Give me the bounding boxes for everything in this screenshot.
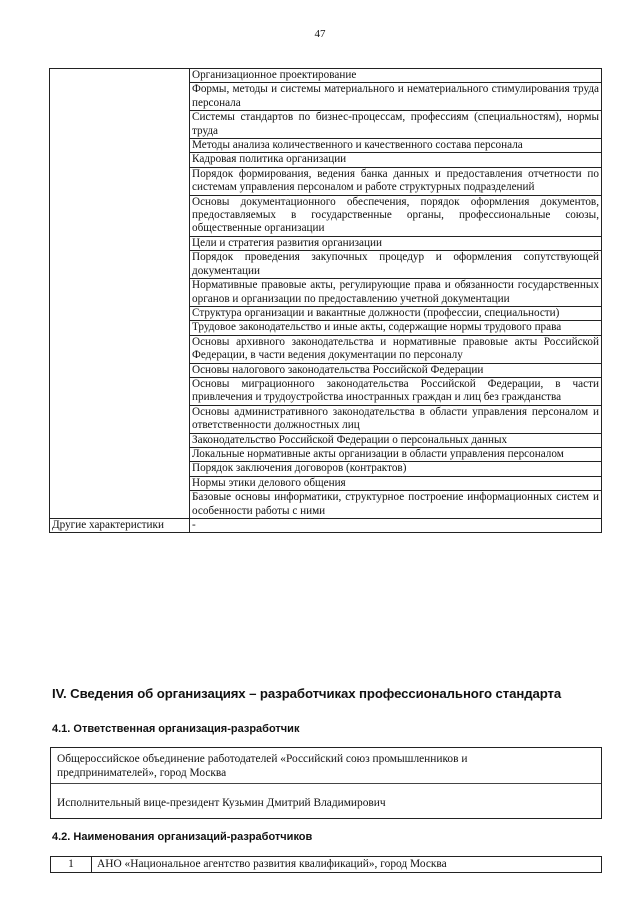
knowledge-label-cell [50,69,190,519]
knowledge-item: Нормы этики делового общения [190,476,602,490]
knowledge-item: Порядок заключения договоров (контрактов) [190,462,602,476]
responsible-org-heading: 4.1. Ответственная организация-разработчик [52,723,300,735]
knowledge-table-body [50,69,602,519]
knowledge-item: Трудовое законодательство и иные акты, содержащие нормы трудового права [190,321,602,335]
knowledge-row [50,69,602,83]
responsible-org-name-line2: предпринимателей», город Москва [57,767,227,779]
knowledge-item: Основы архивного законодательства и нормативные правовые акты Российской Федерации, в части ведения документации по персоналу [190,335,602,363]
page-number: 47 [314,28,326,40]
knowledge-item: Кадровая политика организации [190,153,602,167]
box-divider [51,783,601,784]
required-knowledge-table [49,68,602,533]
knowledge-item: Основы административного законодательства в области управления персоналом и ответственности должностных лиц [190,405,602,433]
other-characteristics-row [50,519,602,533]
other-characteristics-value: - [190,519,602,533]
section-title: IV. Сведения об организациях – разработчиках профессионального стандарта [52,686,562,701]
org-number: 1 [68,858,74,870]
knowledge-item: Локальные нормативные акты организации в области управления персоналом [190,447,602,461]
executive-signatory: Исполнительный вице-президент Кузьмин Дмитрий Владимирович [57,797,386,809]
responsible-org-name-line1: Общероссийское объединение работодателей «Российский союз промышленников и [57,753,468,765]
knowledge-item: Порядок формирования, ведения банка данных и предоставления отчетности по системам управления персоналом и работе структурных подразделений [190,167,602,195]
knowledge-item: Цели и стратегия развития организации [190,236,602,250]
responsible-org-box [50,747,602,819]
knowledge-item: Методы анализа количественного и качественного состава персонала [190,139,602,153]
developer-orgs-table [50,856,602,873]
developer-orgs-heading: 4.2. Наименования организаций-разработчиков [52,831,313,843]
knowledge-item: Основы миграционного законодательства Российской Федерации, в части привлечения и трудоустройства иностранных граждан и лиц без гражданства [190,377,602,405]
knowledge-item: Законодательство Российской Федерации о персональных данных [190,433,602,447]
knowledge-item: Структура организации и вакантные должности (профессии, специальности) [190,306,602,320]
knowledge-item: Нормативные правовые акты, регулирующие права и обязанности государственных органов и организации по предоставлению учетной документации [190,279,602,307]
knowledge-item: Порядок проведения закупочных процедур и оформления сопутствующей документации [190,251,602,279]
knowledge-item: Формы, методы и системы материального и нематериального стимулирования труда персонала [190,83,602,111]
other-characteristics-label: Другие характеристики [50,519,190,533]
column-divider [91,857,92,872]
knowledge-item: Организационное проектирование [190,69,602,83]
knowledge-item: Системы стандартов по бизнес-процессам, профессиям (специальностям), нормы труда [190,111,602,139]
knowledge-item: Базовые основы информатики, структурное построение информационных систем и особенности работы с ними [190,491,602,519]
org-name: АНО «Национальное агентство развития квалификаций», город Москва [97,858,447,870]
knowledge-item: Основы налогового законодательства Российской Федерации [190,363,602,377]
knowledge-item: Основы документационного обеспечения, порядок оформления документов, предоставляемых в государственные органы, профессиональные союзы, общественные организации [190,195,602,236]
